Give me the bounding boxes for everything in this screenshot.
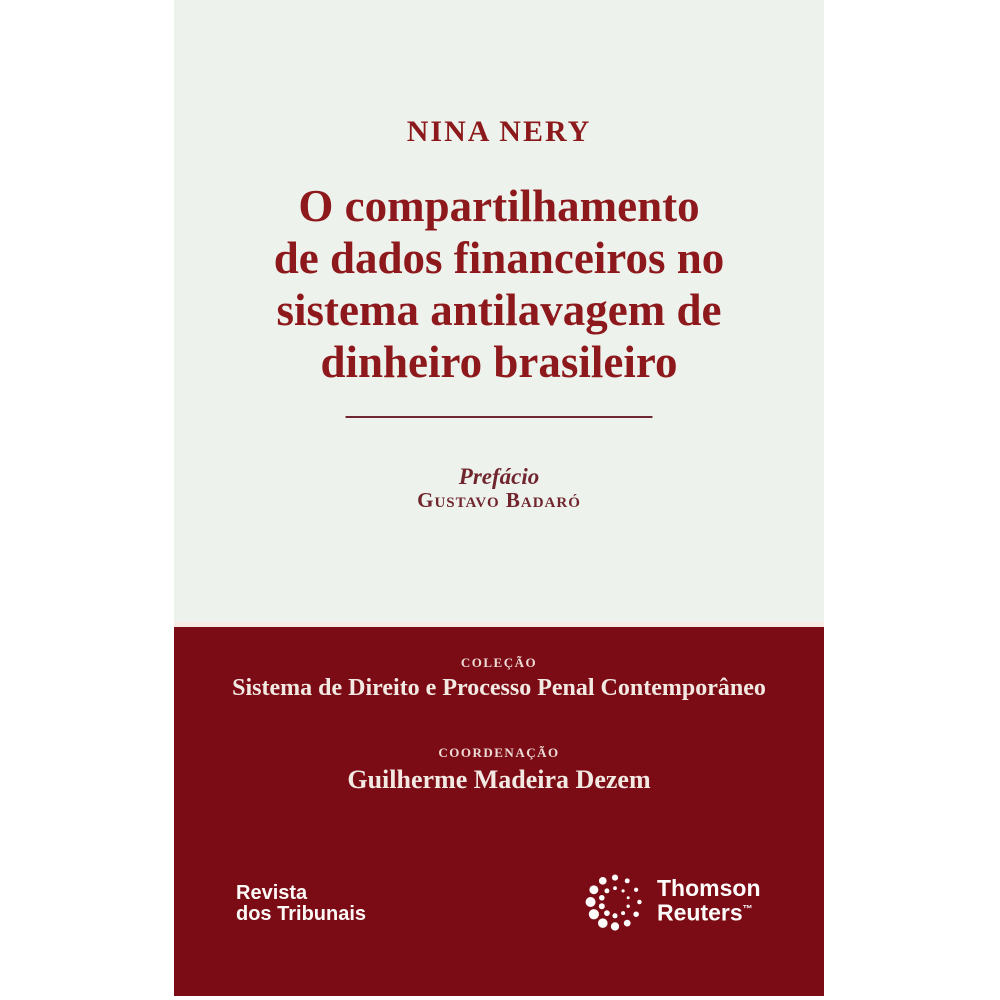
preface-label: Prefácio: [458, 464, 540, 489]
thomson-reuters-kinesis-icon: [581, 868, 649, 936]
title-line-4: dinheiro brasileiro: [320, 337, 678, 387]
book-title: [174, 180, 824, 388]
title-line-1: O compartilhamento: [298, 181, 700, 231]
title-line-2: de dados financeiros no: [273, 233, 725, 283]
collection-label: COLEÇÃO: [460, 655, 538, 670]
title-line-3: sistema antilavagem de: [276, 285, 722, 335]
trademark-symbol: ™: [742, 904, 753, 915]
coordination-label: COORDENAÇÃO: [438, 745, 560, 760]
author-name: NINA NERY: [406, 115, 592, 148]
thomson-reuters-wordmark: [657, 877, 761, 924]
preface-author: Gustavo Badaró: [417, 488, 581, 512]
publisher-name-line-1: Revista: [236, 882, 308, 904]
brand-name-line-2: Reuters™: [657, 899, 753, 926]
publisher-name-line-2: dos Tribunais: [236, 903, 367, 925]
book-cover: [174, 0, 824, 996]
publisher-logo: [236, 883, 366, 925]
brand-name-line-1: Thomson: [657, 875, 761, 901]
collection-title: Sistema de Direito e Processo Penal Contemporâneo: [232, 675, 766, 701]
cover-top-section: [174, 0, 824, 622]
title-divider-rule: [346, 416, 653, 418]
coordinator-name: Guilherme Madeira Dezem: [347, 765, 651, 794]
